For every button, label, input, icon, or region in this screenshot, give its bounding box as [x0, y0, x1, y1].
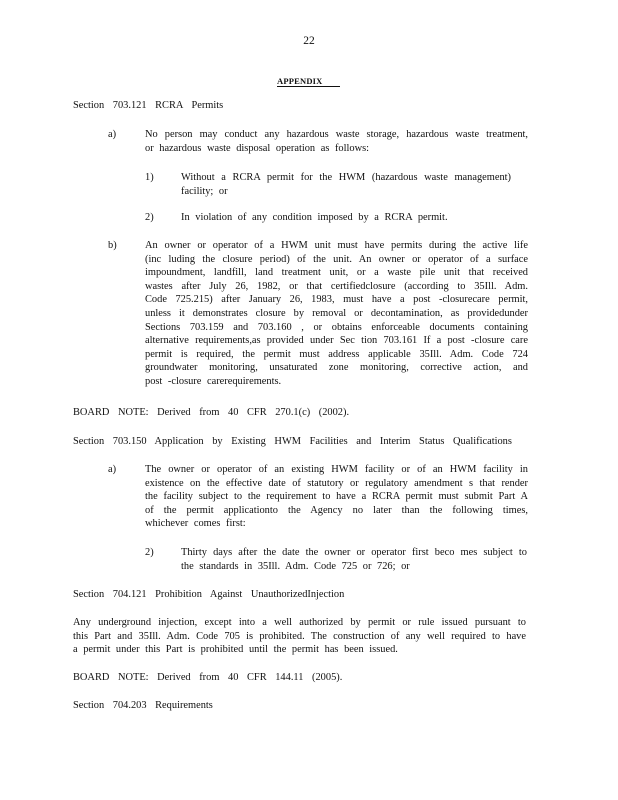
- appendix-heading: APPENDIX: [277, 76, 323, 86]
- text-line: Without a RCRA permit for the HWM (hazardous waste management): [181, 172, 511, 183]
- text-line: (inc luding the closure period) of the unit. An owner or operator of a surface: [145, 253, 528, 265]
- board-note-704-121: BOARD NOTE: Derived from 40 CFR 144.11 (2005).: [73, 672, 343, 683]
- text-line: An owner or operator of a HWM unit must have permits during the active life: [145, 240, 528, 251]
- text-line: or hazardous waste disposal operation as follows:: [145, 142, 370, 154]
- text-line: this Part and 35Ill. Adm. Code 705 is prohibited. The construction of any well required to have: [73, 630, 526, 642]
- text-line: Sections 703.159 and 703.160 , or obtains enforceable documents containing: [145, 321, 528, 333]
- item-2-label: 2): [145, 212, 154, 223]
- text-line: the standards in 35Ill. Adm. Code 725 or 726; or: [181, 560, 410, 572]
- section-703-150-heading: Section 703.150 Application by Existing HWM Facilities and Interim Status Qualifications: [73, 436, 512, 447]
- text-line: alternative requirements,as provided under Sec tion 703.161 If a post -closure care: [145, 335, 528, 347]
- subsection-a-text: [145, 128, 528, 155]
- subsection-a-label: a): [108, 464, 117, 475]
- appendix-underline: [277, 86, 340, 87]
- item-2-label: 2): [145, 547, 154, 558]
- text-line: Any underground injection, except into a well authorized by permit or rule issued pursuant to: [73, 617, 526, 628]
- subsection-a-label: a): [108, 129, 117, 140]
- text-line: No person may conduct any hazardous waste storage, hazardous waste treatment,: [145, 129, 528, 140]
- subsection-a-text: [145, 463, 528, 531]
- text-line: impoundment, landfill, land treatment unit, or a waste pile unit that received: [145, 267, 528, 279]
- text-line: permit is required, the permit must address applicable 35Ill. Adm. Code 724: [145, 348, 528, 360]
- text-line: existence on the effective date of statutory or regulatory amendment s that render: [145, 477, 528, 489]
- text-line: Code 725.215) after January 26, 1983, must have a post -closurecare permit,: [145, 294, 528, 306]
- text-line: the facility subject to the requirement to have a RCRA permit must submit Part A: [145, 491, 528, 503]
- item-1-label: 1): [145, 172, 154, 183]
- text-line: groundwater monitoring, unsaturated zone monitoring, corrective action, and: [145, 362, 528, 374]
- item-2-text: In violation of any condition imposed by a RCRA permit.: [181, 212, 448, 223]
- item-2-text: [181, 546, 527, 573]
- subsection-b-label: b): [108, 240, 117, 251]
- section-703-121-heading: Section 703.121 RCRA Permits: [73, 100, 224, 111]
- page-number: 22: [303, 35, 315, 47]
- text-line: wastes after July 26, 1982, or that certifiedclosure (according to 35Ill. Adm.: [145, 280, 528, 292]
- text-line: unless it demonstrates closure by removal or decontamination, as providedunder: [145, 307, 528, 319]
- section-704-203-heading: Section 704.203 Requirements: [73, 700, 213, 711]
- section-704-121-body: [73, 616, 526, 657]
- text-line: facility; or: [181, 185, 228, 197]
- text-line: of the permit applicationto the Agency no later than the following times,: [145, 504, 528, 516]
- text-line: a permit under this Part is prohibited until the permit has been issued.: [73, 644, 398, 656]
- section-704-121-heading: Section 704.121 Prohibition Against UnauthorizedInjection: [73, 589, 345, 600]
- text-line: Thirty days after the date the owner or operator first beco mes subject to: [181, 547, 527, 558]
- text-line: The owner or operator of an existing HWM facility or of an HWM facility in: [145, 464, 528, 475]
- text-line: post -closure carerequirements.: [145, 375, 282, 387]
- item-1-text: [181, 171, 511, 198]
- text-line: whichever comes first:: [145, 518, 246, 530]
- board-note-703-121: BOARD NOTE: Derived from 40 CFR 270.1(c) (2002).: [73, 407, 350, 418]
- subsection-b-text: [145, 239, 528, 389]
